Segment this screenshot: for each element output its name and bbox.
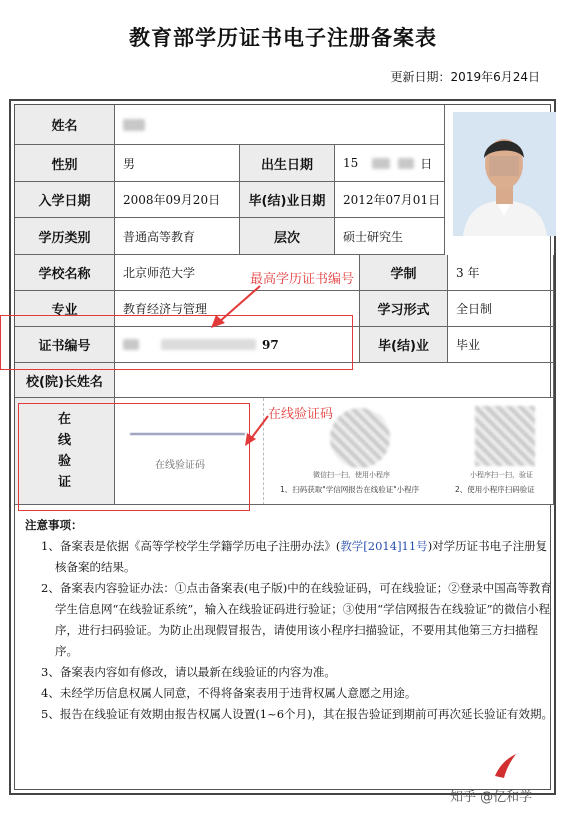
gender-value: 男	[115, 145, 240, 182]
cert-callout-arrow-icon	[205, 282, 265, 332]
gradstatus-value: 毕业	[448, 327, 554, 363]
note-item-1-text-a: 1、备案表是依据《高等学校学生学籍学历电子注册办法》(	[41, 539, 341, 553]
birth-label: 出生日期	[240, 145, 335, 182]
note-item-2: 2、备案表内容验证办法：①点击备案表(电子版)中的在线验证码，可在线验证；②登录中国高等教育学生信息网“在线验证系统”，输入在线验证码进行验证；③使用“学信网报告在线验证”的微信小程序，进行扫码验证。为防止出现假冒报告，请使用该小程序扫描验证，不要用其他第三方扫描程序。	[41, 581, 552, 658]
birth-suffix: 日	[420, 156, 433, 171]
note-item-1-text-b: )对学历证书电子注册复核备案的结果。	[55, 539, 548, 574]
birth-prefix: 15	[343, 156, 359, 170]
duration-label: 学制	[360, 255, 448, 291]
step1-text: 1、扫码获取"学信网报告在线验证"小程序	[280, 485, 420, 494]
miniprogram-qr-code[interactable]	[475, 406, 535, 466]
note-item-4: 4、未经学历信息权属人同意，不得将备案表用于违背权属人意愿之用途。	[41, 686, 417, 700]
verify-char-1: 在	[57, 412, 71, 427]
verify-code-link[interactable]: 在线验证码	[155, 460, 205, 471]
step2-hint: 小程序扫一扫，验证	[470, 471, 533, 479]
verify-char-4: 证	[57, 475, 71, 490]
verify-char-2: 线	[57, 433, 71, 448]
verify-callout-arrow-icon	[242, 414, 272, 448]
gender-label: 性别	[15, 145, 115, 182]
name-label: 姓名	[15, 105, 115, 145]
duration-value: 3 年	[448, 255, 554, 291]
level-value: 硕士研究生	[335, 218, 445, 255]
verify-highlight-box	[18, 403, 250, 511]
seal-icon	[490, 750, 520, 780]
edutype-label: 学历类别	[15, 218, 115, 255]
portrait-image	[453, 112, 556, 236]
school-value: 北京师范大学	[115, 255, 360, 291]
update-date: 更新日期：2019年6月24日	[390, 70, 540, 84]
note-item-1	[33, 536, 554, 578]
birth-redacted-1	[372, 158, 390, 169]
edutype-value: 普通高等教育	[115, 218, 240, 255]
name-value	[115, 105, 445, 145]
cert-highlight-box	[0, 315, 353, 370]
studyform-value: 全日制	[448, 291, 554, 327]
studyform-label: 学习形式	[360, 291, 448, 327]
watermark: 知乎 @亿和学	[450, 790, 533, 805]
verify-char-3: 验	[57, 454, 71, 469]
president-label: 校(院)长姓名	[15, 363, 115, 398]
level-label: 层次	[240, 218, 335, 255]
gradstatus-label: 毕(结)业	[360, 327, 448, 363]
page-title: 教育部学历证书电子注册备案表	[129, 26, 437, 50]
step2-text: 2、使用小程序扫码验证	[455, 485, 535, 494]
grad-value: 2012年07月01日	[335, 182, 445, 218]
cert-label: 证书编号	[15, 327, 115, 363]
name-redacted	[123, 119, 145, 131]
cert-callout-text: 最高学历证书编号	[250, 272, 355, 287]
birth-redacted-2	[398, 158, 414, 169]
major-label: 专业	[15, 291, 115, 327]
regulation-link[interactable]: 教学[2014]11号	[340, 539, 428, 553]
birth-value	[335, 145, 445, 182]
enroll-label: 入学日期	[15, 182, 115, 218]
enroll-value: 2008年09月20日	[115, 182, 240, 218]
school-label: 学校名称	[15, 255, 115, 291]
verify-callout-text: 在线验证码	[268, 407, 334, 422]
note-item-5: 5、报告在线验证有效期由报告权属人设置(1~6个月)，其在报告验证到期前可再次延长验证有效期。	[41, 707, 554, 721]
notes-section	[19, 515, 554, 725]
grad-label: 毕(结)业日期	[240, 182, 335, 218]
note-item-3: 3、备案表内容如有修改，请以最新在线验证的内容为准。	[41, 665, 336, 679]
step1-hint: 微信扫一扫，使用小程序	[313, 471, 390, 479]
wechat-qr-code[interactable]	[330, 408, 390, 468]
student-photo	[453, 112, 556, 236]
notes-title: 注意事项：	[25, 518, 83, 532]
major-value: 教育经济与管理	[115, 291, 360, 327]
cert-suffix: 97	[262, 337, 279, 352]
